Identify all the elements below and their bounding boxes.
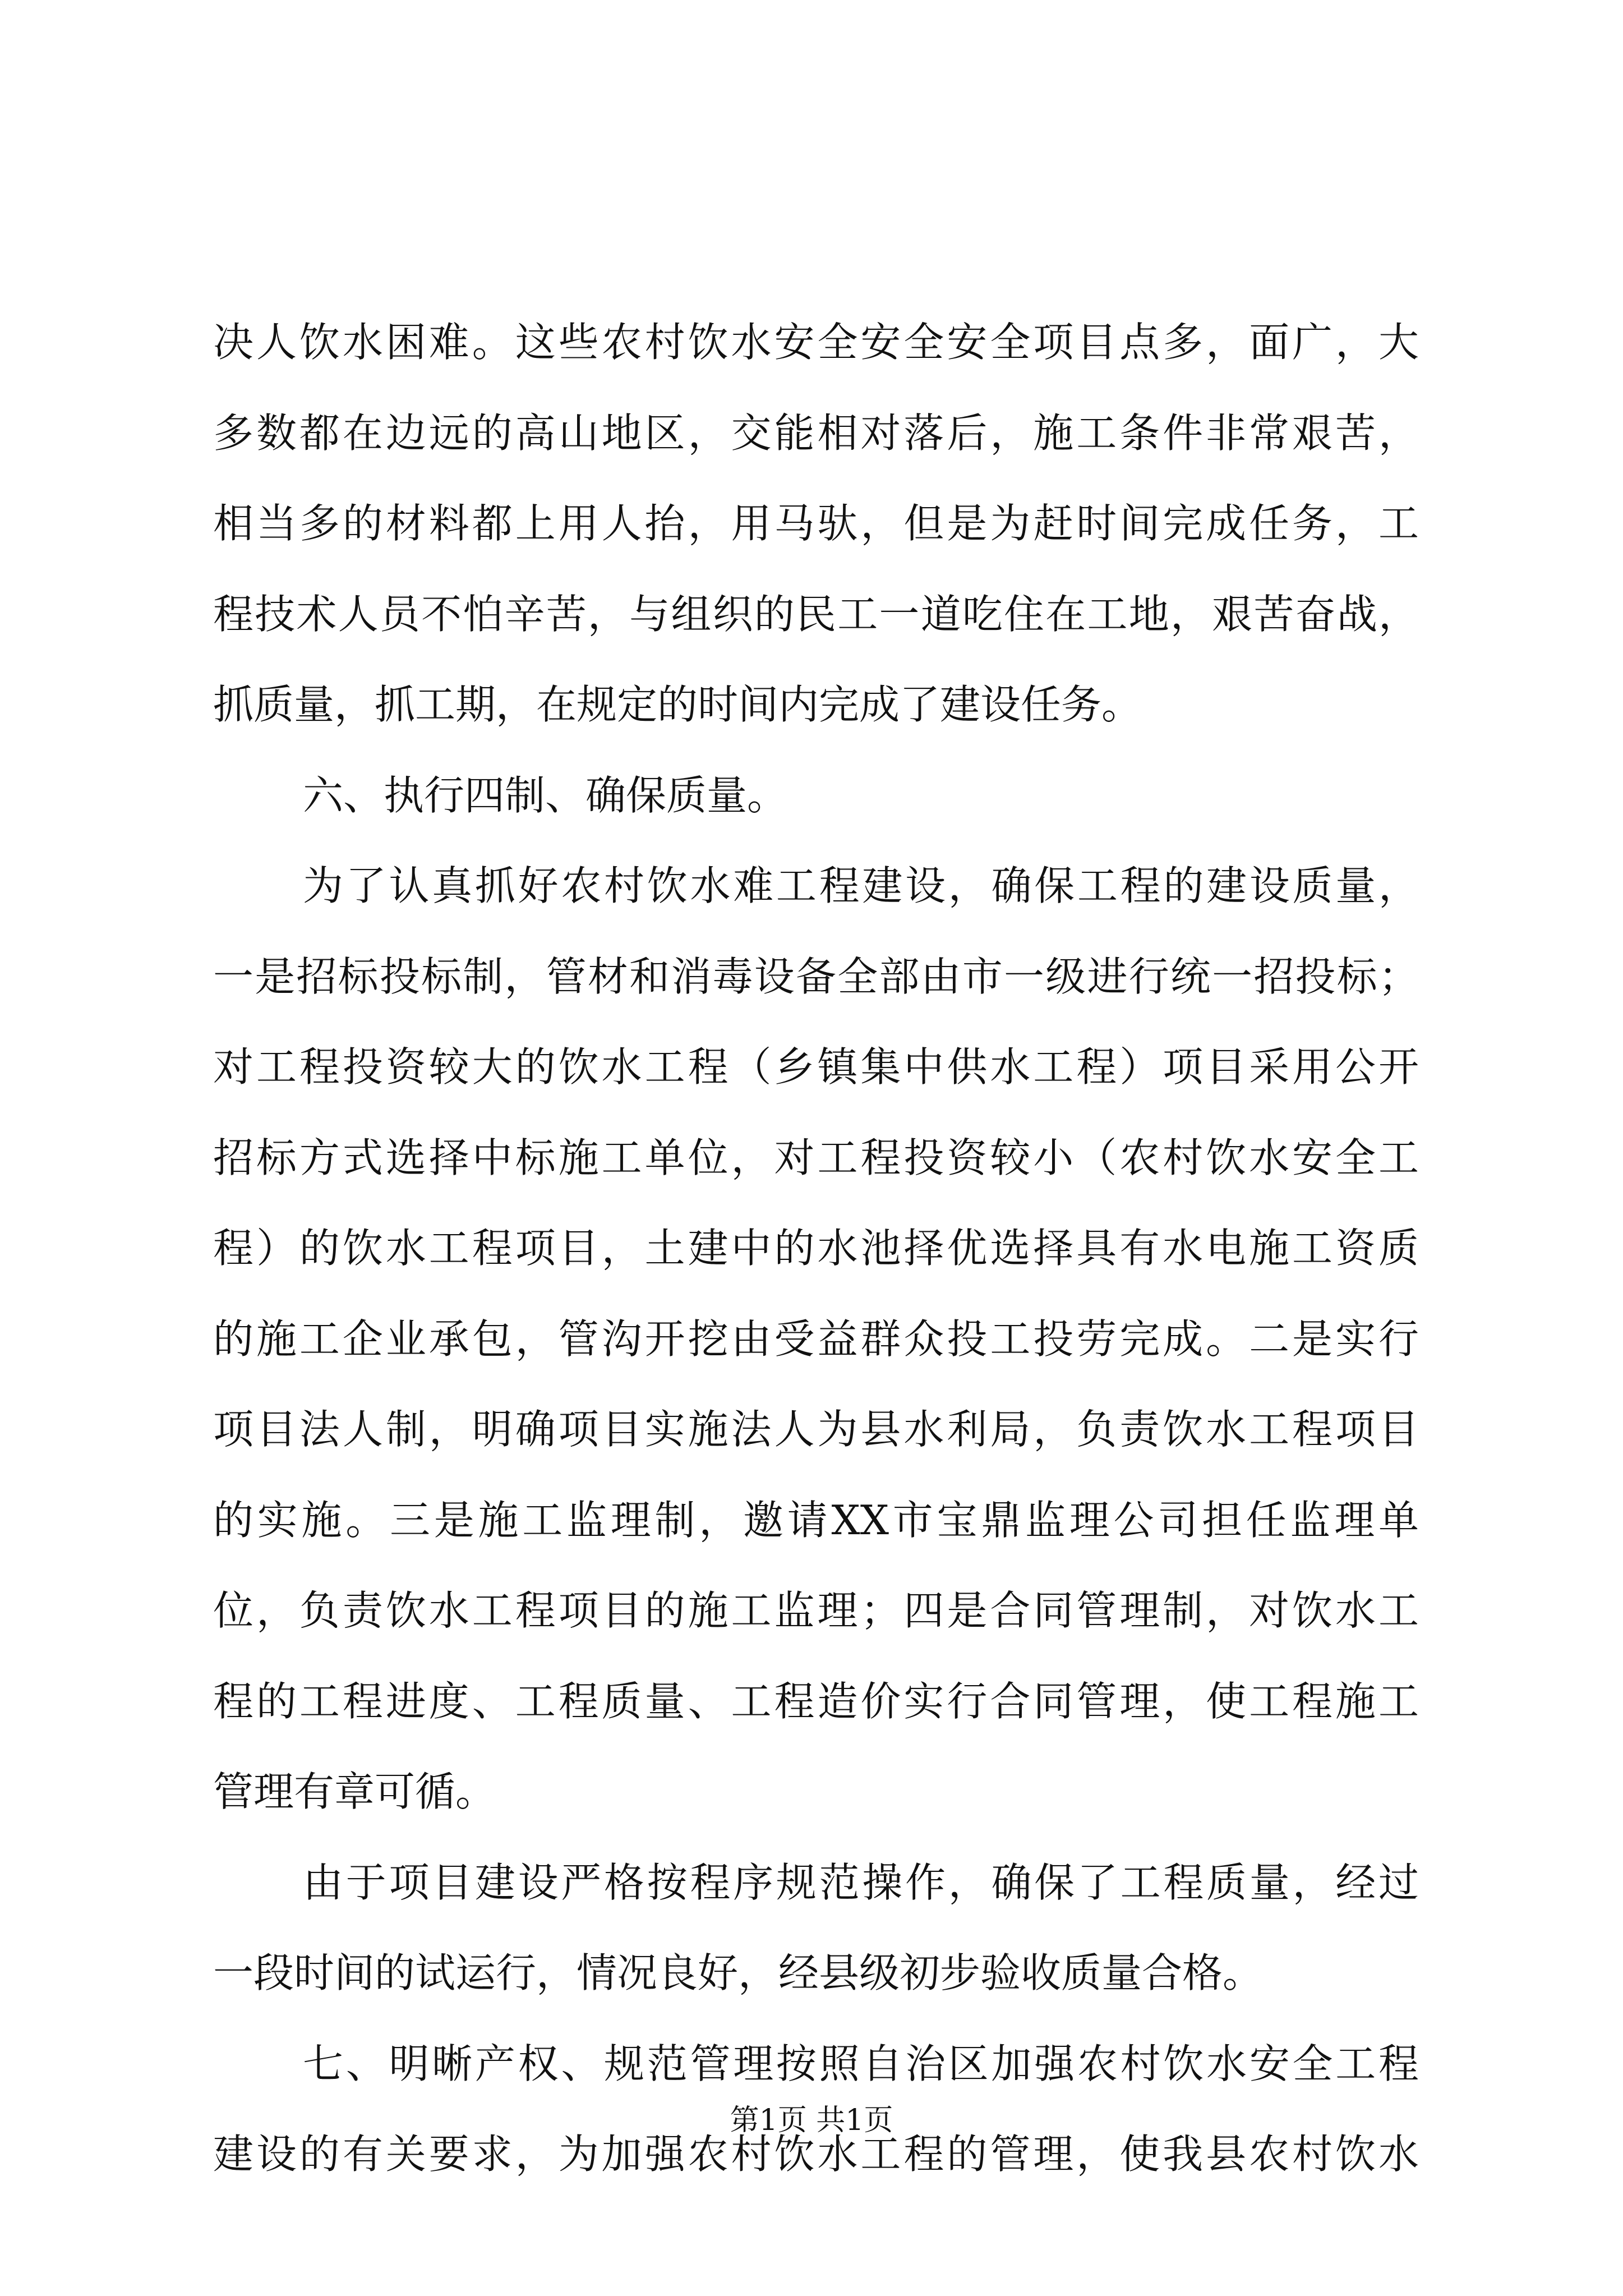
text-line: 的施工企业承包，管沟开挖由受益群众投工投劳完成。二是实行: [213, 1315, 1419, 1363]
text-line: 程）的饮水工程项目，土建中的水池择优选择具有水电施工资质: [213, 1225, 1419, 1272]
text-line: 一是招标投标制，管材和消毒设备全部由市一级进行统一招投标；: [213, 953, 1419, 1000]
text-line: 为了认真抓好农村饮水难工程建设，确保工程的建设质量，: [303, 862, 1419, 909]
page-footer: 第1页 共1页: [730, 2104, 893, 2137]
text-line: 七、明晰产权、规范管理按照自治区加强农村饮水安全工程: [303, 2040, 1419, 2087]
text-line: 一段时间的试运行，情况良好，经县级初步验收质量合格。: [213, 1949, 1264, 1996]
text-line: 程的工程进度、工程质量、工程造价实行合同管理，使工程施工: [213, 1677, 1419, 1725]
text-line: 招标方式选择中标施工单位，对工程投资较小（农村饮水安全工: [213, 1134, 1419, 1181]
text-line: 相当多的材料都上用人抬，用马驮，但是为赶时间完成任务，工: [213, 500, 1419, 547]
text-line: 管理有章可循。: [213, 1768, 496, 1815]
document-body: [213, 297, 1419, 2200]
text-line: 程技术人员不怕辛苦，与组织的民工一道吃住在工地，艰苦奋战，: [213, 590, 1419, 638]
text-line: 抓质量，抓工期，在规定的时间内完成了建设任务。: [213, 681, 1142, 728]
text-line: 的实施。三是施工监理制，邀请XX市宝鼎监理公司担任监理单: [213, 1496, 1419, 1544]
text-line: 对工程投资较大的饮水工程（乡镇集中供水工程）项目采用公开: [213, 1043, 1419, 1091]
text-line: 决人饮水困难。这些农村饮水安全安全安全项目点多，面广，大: [213, 319, 1419, 366]
text-line: 项目法人制，明确项目实施法人为县水利局，负责饮水工程项目: [213, 1406, 1419, 1453]
text-line: 位，负责饮水工程项目的施工监理；四是合同管理制，对饮水工: [213, 1587, 1419, 1634]
text-line: 多数都在边远的高山地区，交能相对落后，施工条件非常艰苦，: [213, 409, 1419, 457]
text-line: 建设的有关要求，为加强农村饮水工程的管理，使我县农村饮水: [213, 2131, 1419, 2178]
text-line: 六、执行四制、确保质量。: [303, 771, 788, 819]
text-line: 由于项目建设严格按程序规范操作，确保了工程质量，经过: [303, 1858, 1419, 1906]
